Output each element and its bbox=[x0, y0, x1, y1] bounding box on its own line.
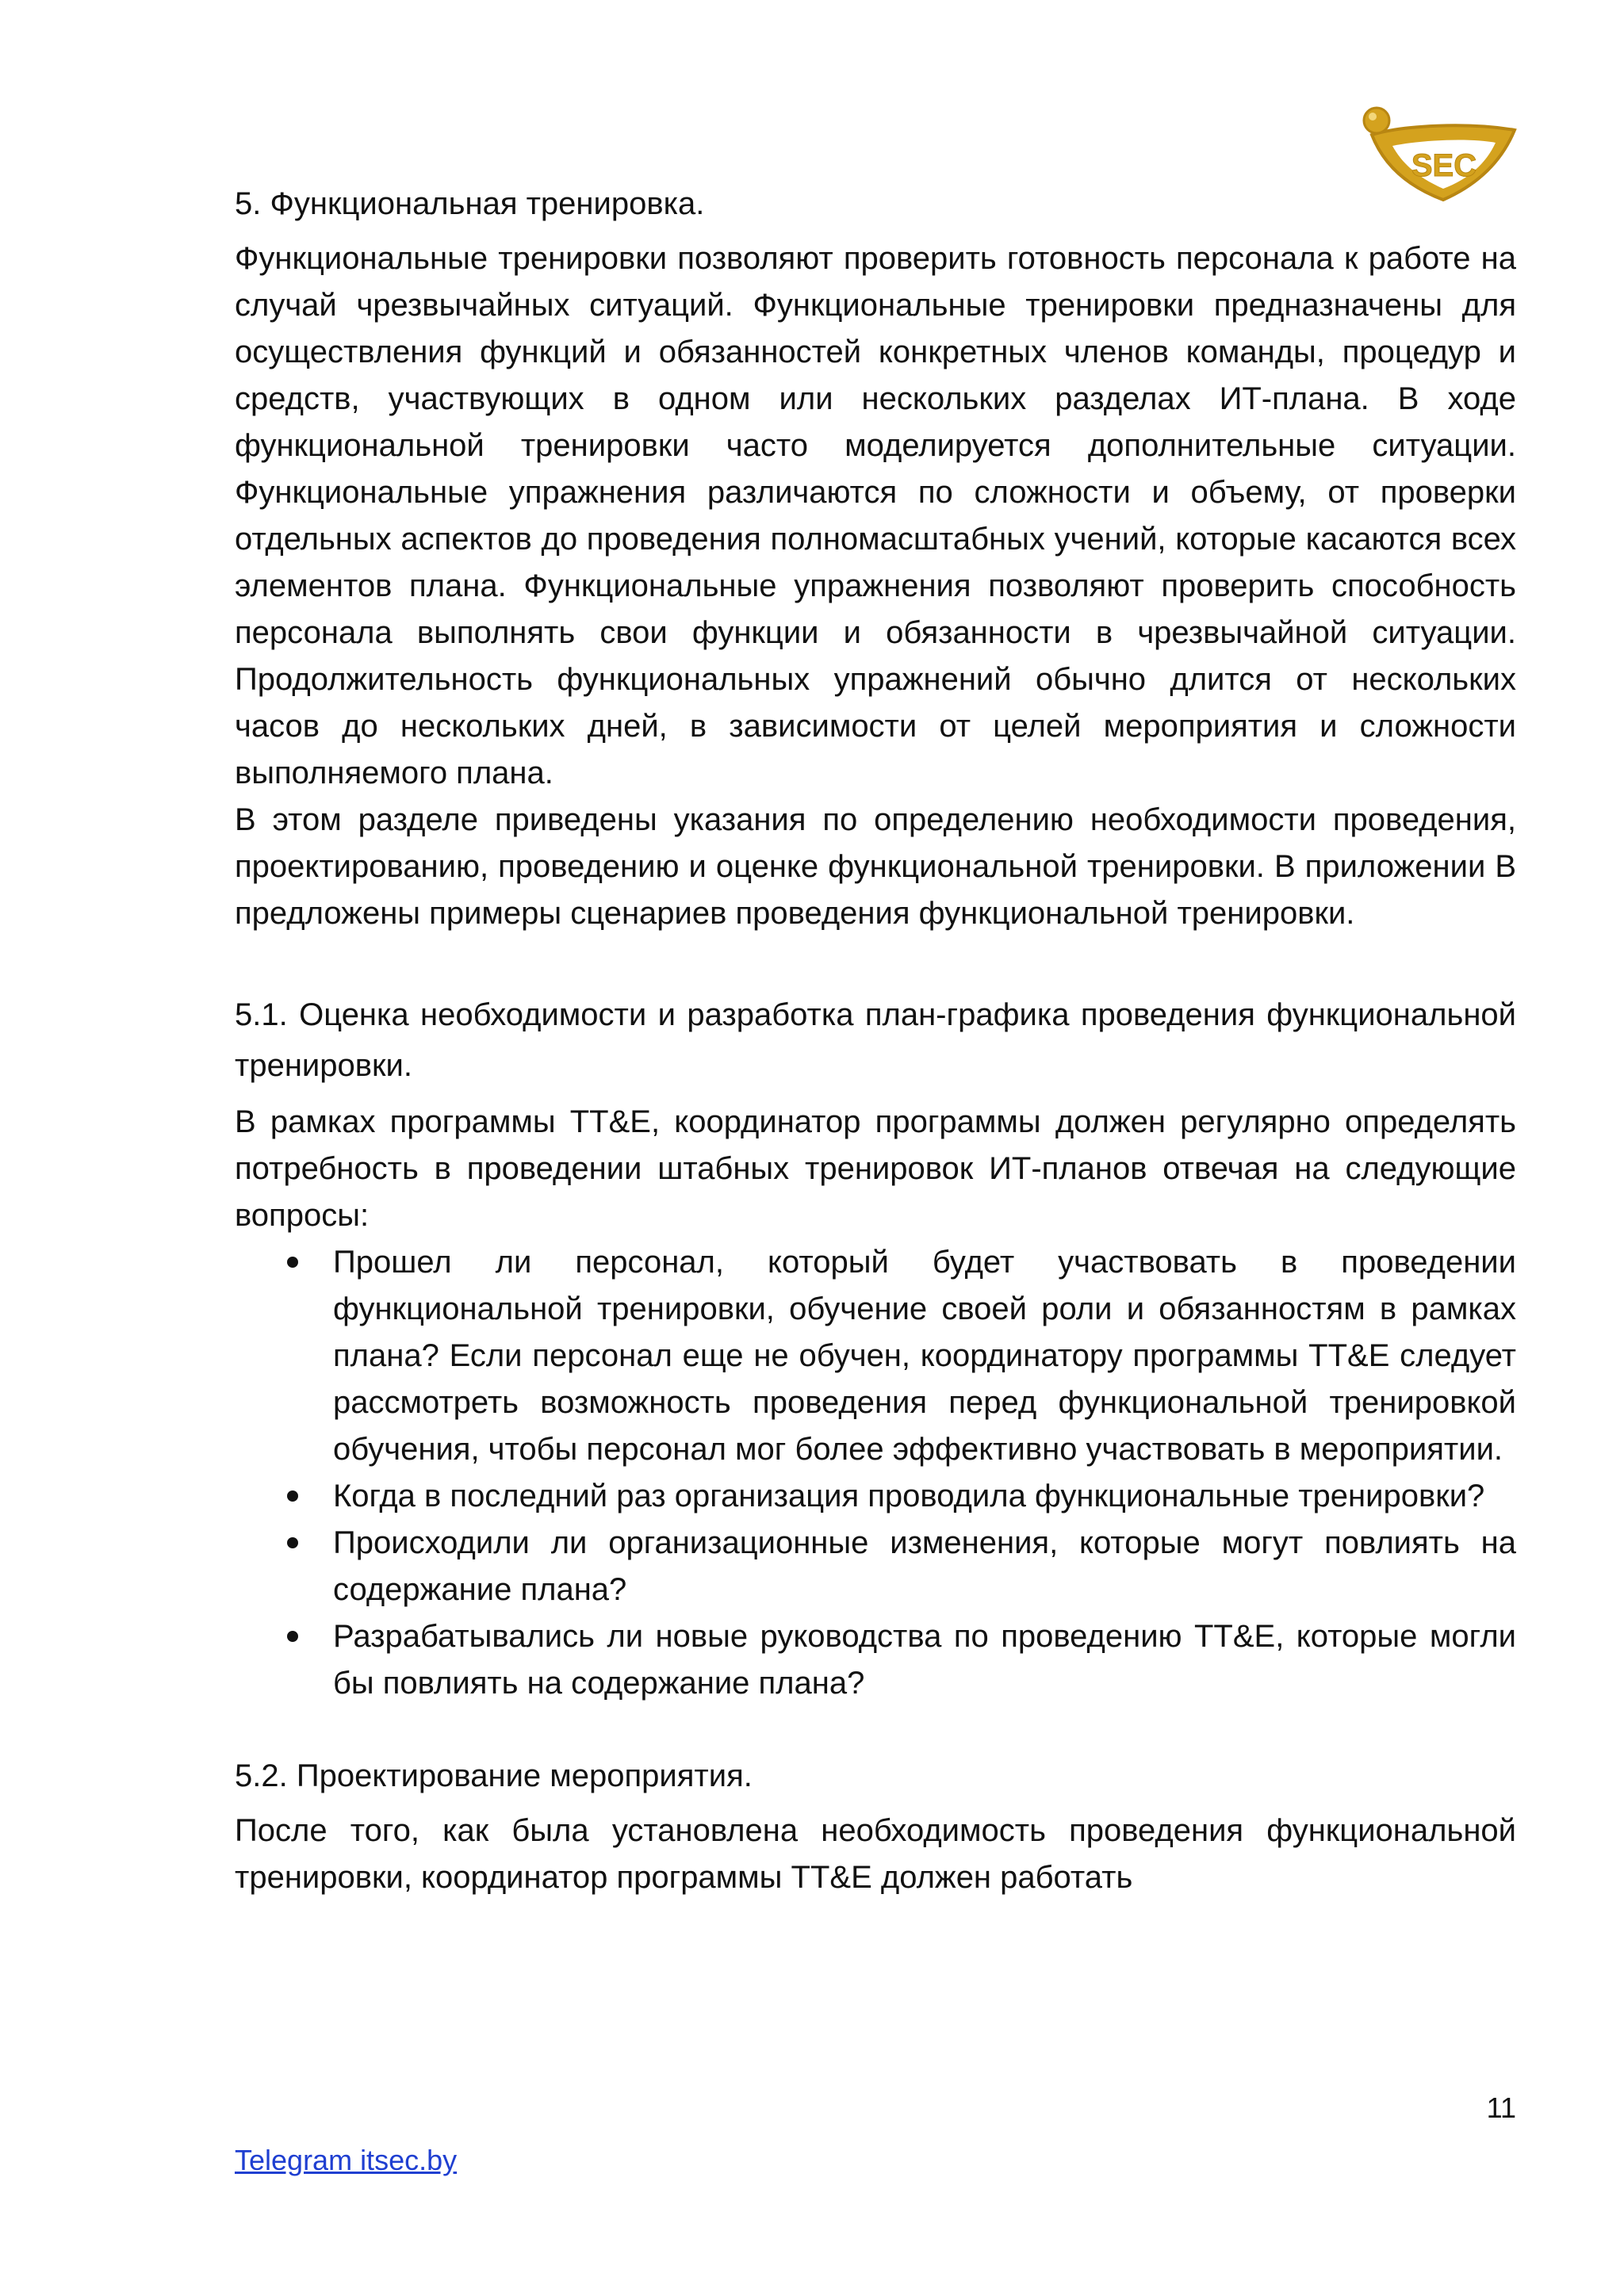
questions-list bbox=[235, 1239, 1516, 1707]
logo-text: SEC bbox=[1411, 148, 1477, 183]
list-item bbox=[235, 1473, 1516, 1520]
bullet-icon bbox=[287, 1537, 298, 1548]
list-item bbox=[235, 1520, 1516, 1613]
list-item-text: Когда в последний раз организация проводила функциональные тренировки? bbox=[333, 1479, 1485, 1513]
section-5-2-paragraph: После того, как была установлена необходимость проведения функциональной тренировки, координатор программы TT&E должен работать bbox=[235, 1813, 1516, 1895]
list-item-text: Разрабатывались ли новые руководства по проведению TT&E, которые могли бы повлиять на содержание плана? bbox=[333, 1619, 1516, 1701]
section-5-heading: 5. Функциональная тренировка. bbox=[235, 186, 705, 221]
section-5-2-heading: 5.2. Проектирование мероприятия. bbox=[235, 1758, 753, 1793]
list-item bbox=[235, 1613, 1516, 1707]
page-number: 11 bbox=[1486, 2091, 1516, 2124]
bullet-icon bbox=[287, 1257, 298, 1268]
section-5-1-paragraph: В рамках программы TT&E, координатор программы должен регулярно определять потребность в проведении штабных тренировок ИТ-планов отвечая на следующие вопросы: bbox=[235, 1104, 1516, 1233]
telegram-link[interactable]: Telegram itsec.by bbox=[235, 2144, 458, 2176]
list-item-text: Происходили ли организационные изменения, которые могут повлиять на содержание плана? bbox=[333, 1525, 1516, 1607]
section-5-1-heading: 5.1. Оценка необходимости и разработка план-графика проведения функциональной тренировки. bbox=[235, 997, 1516, 1083]
bullet-icon bbox=[287, 1490, 298, 1502]
list-item bbox=[235, 1239, 1516, 1473]
bullet-icon bbox=[287, 1631, 298, 1642]
section-5-paragraph-1: Функциональные тренировки позволяют проверить готовность персонала к работе на случай чрезвычайных ситуаций. Функциональные тренировки предназначены для осуществления функций и обязанностей конкретных членов команды, процедур и средств, участвующих в одном или нескольких разделах ИТ-плана. В ходе функциональной тренировки часто моделируется дополнительные ситуации. Функциональные упражнения различаются по сложности и объему, от проверки отдельных аспектов до проведения полномасштабных учений, которые касаются всех элементов плана. Функциональные упражнения позволяют проверить способность персонала выполнять свои функции и обязанности в чрезвычайной ситуации. Продолжительность функциональных упражнений обычно длится от нескольких часов до нескольких дней, в зависимости от целей мероприятия и сложности выполняемого плана. bbox=[235, 241, 1516, 790]
document-body bbox=[235, 181, 1516, 1901]
list-item-text: Прошел ли персонал, который будет участвовать в проведении функциональной тренировки, обучение своей роли и обязанностям в рамках плана? Если персонал еще не обучен, координатору программы TT&E следует рассмотреть возможность проведения перед функциональной тренировкой обучения, чтобы персонал мог более эффективно участвовать в мероприятии. bbox=[333, 1245, 1516, 1467]
section-5-paragraph-2: В этом разделе приведены указания по определению необходимости проведения, проектированию, проведению и оценке функциональной тренировки. В приложении В предложены примеры сценариев проведения функциональной тренировки. bbox=[235, 802, 1516, 931]
